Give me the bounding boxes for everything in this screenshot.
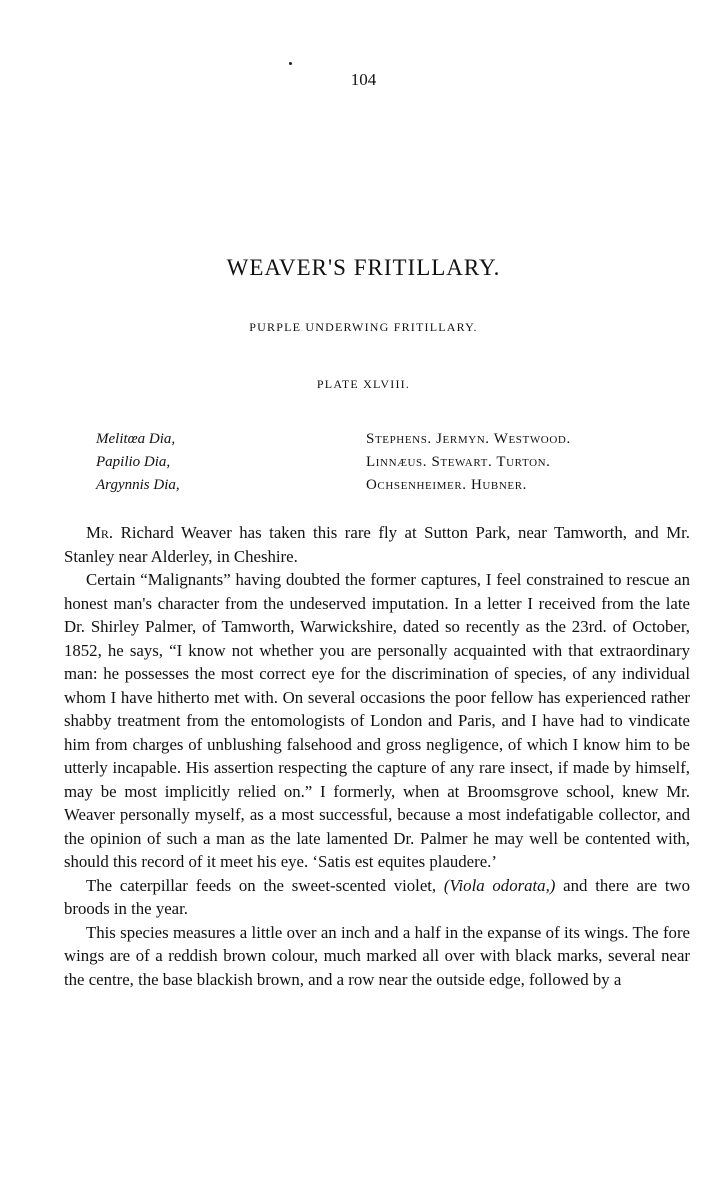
synonymy-list [96, 428, 676, 497]
synonym-name: Papilio Dia, [96, 454, 171, 470]
synonym-row [96, 474, 676, 497]
body-text [64, 521, 690, 991]
synonym-row [96, 428, 676, 451]
synonym-authors: Stephens. Jermyn. Westwood. [366, 431, 571, 447]
page-number: 104 [350, 70, 377, 89]
ink-dot [289, 62, 292, 65]
species-italic: (Viola odorata,) [443, 875, 556, 895]
synonym-row [96, 451, 676, 474]
paragraph-captures [64, 521, 690, 568]
paragraph-testimonial: Certain “Malignants” having doubted the former captures, I feel constrained to rescue an honest man's character from the undeserved imputation. In a letter I received from the late Dr. Shirley Palmer, of Tamworth, Warwickshire, dated so recently as the 23rd. of October, 1852, he says, “I know not whether you are personally acquainted with that extraordinary man: he possesses the most correct eye for the discrimination of species, of any individual whom I have hitherto met with. On several occasions the poor fellow has experienced rather shabby treatment from the entomologists of London and Paris, and I have had to vindicate him from charges of unblushing falsehood and gross negligence, of which I know him to be utterly incapable. His assertion respecting the capture of any rare insect, if made by himself, may be most implicitly relied on.” I formerly, when at Broomsgrove school, knew Mr. Weaver personally myself, as a most successful, because a most indefatigable collector, and the opinion of such a man as the late lamented Dr. Palmer he may well be contented with, should this record of it meet his eye. ‘Satis est equites plaudere.’ [64, 570, 690, 871]
synonym-authors: Ochsenheimer. Hubner. [366, 477, 528, 493]
paragraph-text: The caterpillar feeds on the sweet-scented violet, [86, 875, 444, 895]
paragraph-text: and there are two broods in the year. [64, 875, 690, 918]
subtitle: PURPLE UNDERWING FRITILLARY. [249, 320, 478, 334]
paragraph-text: Richard Weaver has taken this rare fly at Sutton Park, near Tamworth, and Mr. Stanley near Alderley, in Cheshire. [64, 523, 690, 566]
plate-label: PLATE XLVIII. [316, 377, 411, 391]
synonym-authors: Linnæus. Stewart. Turton. [366, 454, 551, 470]
paragraph-lead: Mr. [86, 523, 114, 542]
synonym-name: Argynnis Dia, [96, 477, 180, 493]
paragraph-description: This species measures a little over an inch and a half in the expanse of its wings. The fore wings are of a reddish brown colour, much marked all over with black marks, several near the centre, the base blackish brown, and a row near the outside edge, followed by a [64, 922, 690, 989]
synonym-name: Melitœa Dia, [96, 431, 176, 447]
paragraph-caterpillar [64, 874, 690, 921]
page-title: WEAVER'S FRITILLARY. [226, 255, 501, 280]
